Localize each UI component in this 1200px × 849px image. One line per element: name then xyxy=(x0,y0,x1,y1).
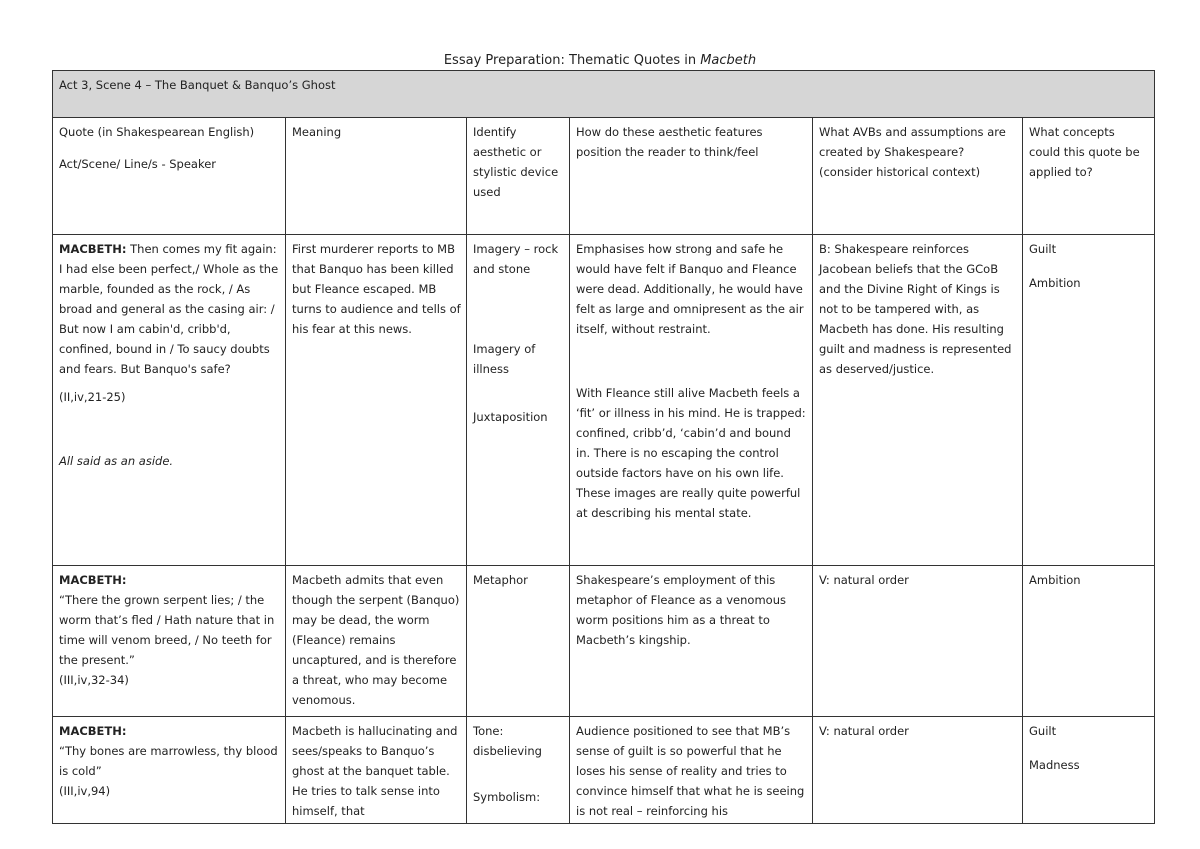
device-cell xyxy=(467,235,570,566)
speaker: MACBETH: xyxy=(59,242,127,256)
document-title-work: Macbeth xyxy=(700,53,757,68)
line-reference: (III,iv,32-34) xyxy=(59,673,129,687)
device-item: Imagery – rock and stone xyxy=(473,242,559,276)
header-meaning: Meaning xyxy=(286,118,467,235)
position-paragraph: Emphasises how strong and safe he would have felt if Banquo and Fleance were dead. Additionally, he would have felt as large and omnipresent as the air itself, without restraint. xyxy=(576,242,804,336)
concepts-cell xyxy=(1023,235,1155,566)
quote-text: “There the grown serpent lies; / the worm that’s fled / Hath nature that in time will venom breed, / No teeth for the present.” xyxy=(59,593,275,667)
avbs-cell: V: natural order xyxy=(813,566,1023,717)
meaning-cell: First murderer reports to MB that Banquo has been killed but Fleance escaped. MB turns to audience and tells of his fear at this news. xyxy=(286,235,467,566)
concept-item: Guilt xyxy=(1029,724,1057,738)
quotes-table xyxy=(52,70,1155,824)
concepts-cell: Ambition xyxy=(1023,566,1155,717)
device-item: Juxtaposition xyxy=(473,410,548,424)
concept-item: Ambition xyxy=(1029,276,1081,290)
header-avbs: What AVBs and assumptions are created by Shakespeare? (consider historical context) xyxy=(813,118,1023,235)
device-cell: Metaphor xyxy=(467,566,570,717)
header-position: How do these aesthetic features position the reader to think/feel xyxy=(570,118,813,235)
device-cell xyxy=(467,717,570,824)
line-reference: (II,iv,21-25) xyxy=(59,390,126,404)
table-header-row xyxy=(53,118,1155,235)
header-quote xyxy=(53,118,286,235)
quote-note: All said as an aside. xyxy=(59,454,174,468)
speaker: MACBETH: xyxy=(59,573,127,587)
table-row xyxy=(53,235,1155,566)
device-item: Imagery of illness xyxy=(473,342,536,376)
table-row xyxy=(53,717,1155,824)
quote-cell xyxy=(53,566,286,717)
document-title-text: Essay Preparation: Thematic Quotes in xyxy=(443,53,701,68)
quote-text: “Thy bones are marrowless, thy blood is cold” xyxy=(59,744,278,778)
avbs-cell: B: Shakespeare reinforces Jacobean beliefs that the GCoB and the Divine Right of Kings is not to be tampered with, as Macbeth has done. His resulting guilt and madness is represented as deserved/justice. xyxy=(813,235,1023,566)
position-cell xyxy=(570,235,813,566)
quote-cell xyxy=(53,717,286,824)
position-paragraph: With Fleance still alive Macbeth feels a ‘fit’ or illness in his mind. He is trapped: confined, cribb’d, ‘cabin’d and bound in. There is no escaping the control outside factors have on his own life. These images are really quite powerful at describing his mental state. xyxy=(576,386,806,520)
concept-item: Guilt xyxy=(1029,242,1057,256)
quote-cell xyxy=(53,235,286,566)
position-cell: Audience positioned to see that MB’s sense of guilt is so powerful that he loses his sense of reality and tries to convince himself that what he is seeing is not real – reinforcing his xyxy=(570,717,813,824)
concept-item: Madness xyxy=(1029,758,1080,772)
quote-text: Then comes my fit again: I had else been perfect,/ Whole as the marble, founded as the rock, / As broad and general as the casing air: / But now I am cabin'd, cribb'd, confined, bound in / To saucy doubts and fears. But Banquo's safe? xyxy=(59,242,279,376)
speaker: MACBETH: xyxy=(59,724,127,738)
header-device: Identify aesthetic or stylistic device used xyxy=(467,118,570,235)
header-quote-label: Quote (in Shakespearean English) xyxy=(59,125,255,139)
position-cell: Shakespeare’s employment of this metaphor of Fleance as a venomous worm positions him as a threat to Macbeth’s kingship. xyxy=(570,566,813,717)
meaning-cell: Macbeth admits that even though the serpent (Banquo) may be dead, the worm (Fleance) remains uncaptured, and is therefore a threat, who may become venomous. xyxy=(286,566,467,717)
device-item: Symbolism: xyxy=(473,790,541,804)
line-reference: (III,iv,94) xyxy=(59,784,111,798)
section-heading: Act 3, Scene 4 – The Banquet & Banquo’s Ghost xyxy=(53,71,1155,118)
header-concepts: What concepts could this quote be applied to? xyxy=(1023,118,1155,235)
concepts-cell xyxy=(1023,717,1155,824)
avbs-cell: V: natural order xyxy=(813,717,1023,824)
meaning-cell: Macbeth is hallucinating and sees/speaks to Banquo’s ghost at the banquet table. He tries to talk sense into himself, that xyxy=(286,717,467,824)
table-row xyxy=(53,566,1155,717)
document-title xyxy=(0,53,1200,69)
header-quote-sub: Act/Scene/ Line/s - Speaker xyxy=(59,157,217,171)
section-heading-row xyxy=(53,71,1155,118)
device-item: Tone: disbelieving xyxy=(473,724,542,758)
